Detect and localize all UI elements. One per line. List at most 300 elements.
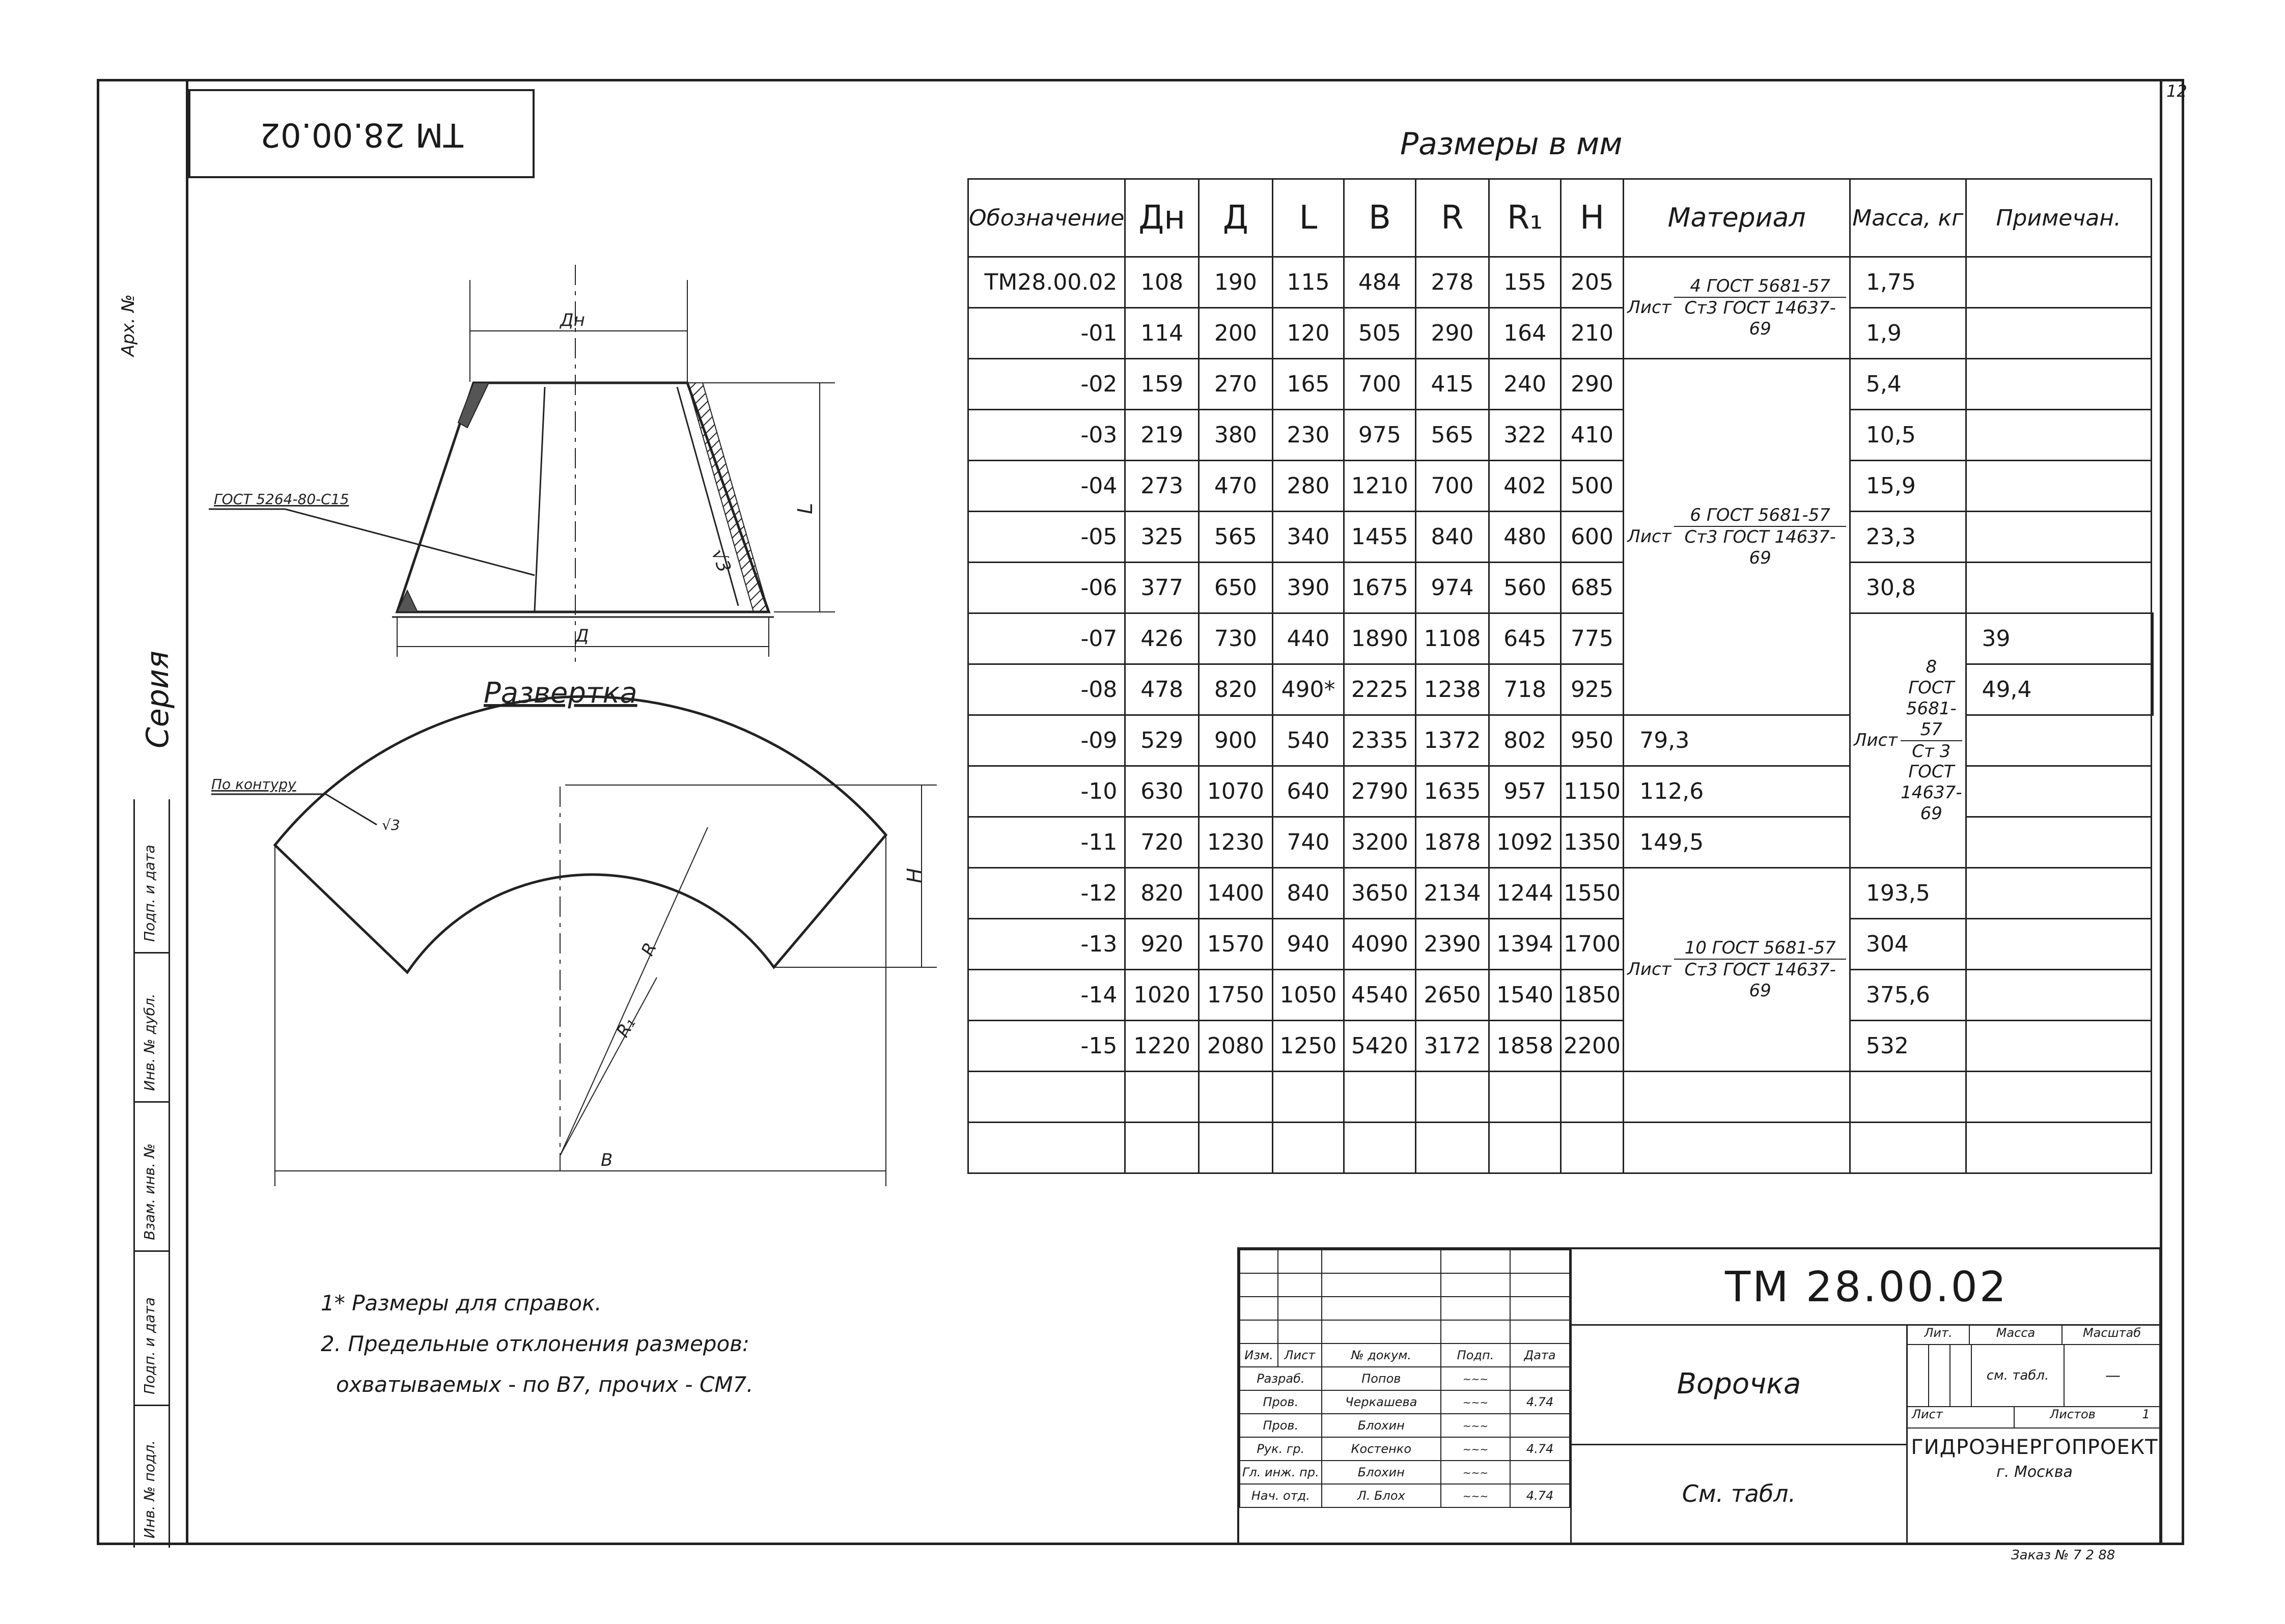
cell-d: 900	[1199, 715, 1273, 766]
col-header-dn: Дн	[1125, 179, 1199, 257]
cell-r1: 1540	[1489, 970, 1561, 1021]
cell-r: 1238	[1415, 664, 1489, 715]
tb-blank-cell	[1240, 1320, 1278, 1343]
tb-role: Гл. инж. пр.	[1240, 1461, 1322, 1484]
cell-l: 740	[1272, 817, 1344, 868]
tb-blank-cell	[1441, 1273, 1510, 1297]
cell-b: 5420	[1344, 1021, 1415, 1072]
lit-label: Лит.	[1908, 1326, 1970, 1344]
col-header-material: Материал	[1624, 179, 1850, 257]
cell-d: 565	[1199, 512, 1273, 563]
cell-note	[1966, 359, 2151, 410]
cell-r: 290	[1415, 308, 1489, 359]
cell-h: 410	[1561, 410, 1623, 461]
cell-r1: 164	[1489, 308, 1561, 359]
cell-h: 1700	[1561, 919, 1623, 970]
tb-blank-cell	[1240, 1273, 1278, 1297]
cell-h: 500	[1561, 461, 1623, 512]
cell-r1: 480	[1489, 512, 1561, 563]
development-shape	[275, 696, 886, 972]
radius-r1-line	[560, 977, 657, 1156]
cell-des: -15	[968, 1021, 1125, 1072]
cell-h: 1350	[1561, 817, 1623, 868]
cell-mass: 1,9	[1850, 308, 1966, 359]
title-block-code: ТМ 28.00.02	[1724, 1263, 2009, 1311]
cell-dn: 1220	[1125, 1021, 1199, 1072]
cell-note	[1966, 715, 2151, 766]
cell-empty	[1850, 1072, 1966, 1123]
tb-date: 4.74	[1510, 1390, 1570, 1414]
cell-dn: 478	[1125, 664, 1199, 715]
material-top: 8 ГОСТ 5681-57	[1901, 657, 1962, 741]
tb-blank-cell	[1510, 1250, 1570, 1273]
cell-note	[1966, 410, 2151, 461]
material-prefix: Лист	[1627, 959, 1671, 980]
tb-date: 4.74	[1510, 1437, 1570, 1461]
cell-empty	[1272, 1123, 1344, 1173]
org-city: г. Москва	[1996, 1463, 2073, 1481]
cell-d: 270	[1199, 359, 1273, 410]
cell-r: 974	[1415, 563, 1489, 613]
series-label: Серия	[140, 651, 176, 748]
table-row	[968, 715, 2153, 766]
cell-dn: 630	[1125, 766, 1199, 817]
cell-note	[1966, 817, 2151, 868]
cell-h: 205	[1561, 257, 1623, 308]
cell-b: 3200	[1344, 817, 1415, 868]
cell-d: 1400	[1199, 868, 1273, 919]
tb-blank-cell	[1240, 1250, 1278, 1273]
arch-no-label: Арх. №	[118, 294, 138, 356]
table-row-empty	[968, 1123, 2153, 1173]
cell-b: 1890	[1344, 613, 1415, 664]
cell-r1: 1858	[1489, 1021, 1561, 1072]
cell-empty	[1624, 1072, 1850, 1123]
dim-r1-text: R₁	[612, 1014, 640, 1041]
cell-b: 484	[1344, 257, 1415, 308]
margin-cell-3: Взам. инв. №	[141, 1143, 158, 1240]
note-3: охватываемых - по В7, прочих - СМ7.	[336, 1372, 754, 1397]
cell-h: 290	[1561, 359, 1623, 410]
material-prefix: Лист	[1627, 297, 1671, 318]
mass-value: см. табл.	[1972, 1345, 2065, 1406]
cell-mass: 1,75	[1850, 257, 1966, 308]
table-row	[968, 868, 2153, 919]
material-prefix: Лист	[1853, 730, 1898, 751]
tb-blank-cell	[1240, 1297, 1278, 1320]
tb-person: Черкашева	[1322, 1390, 1441, 1414]
material-bottom: Ст3 ГОСТ 14637-69	[1684, 960, 1836, 1001]
cell-empty	[1125, 1072, 1199, 1123]
cell-r1: 802	[1489, 715, 1561, 766]
razvertka-title: Развертка	[484, 677, 637, 710]
cell-dn: 529	[1125, 715, 1199, 766]
cell-b: 4540	[1344, 970, 1415, 1021]
margin-cell-4: Подп. и дата	[141, 1297, 158, 1394]
cell-r: 840	[1415, 512, 1489, 563]
table-row	[968, 461, 2153, 512]
material-bottom: Ст3 ГОСТ 14637-69	[1684, 298, 1836, 339]
cell-empty	[1561, 1123, 1623, 1173]
tb-blank-cell	[1441, 1320, 1510, 1343]
cell-empty	[1272, 1072, 1344, 1123]
tb-sign-row	[1240, 1437, 1570, 1461]
cell-des: -04	[968, 461, 1125, 512]
table-row	[968, 664, 2153, 715]
cell-dn: 159	[1125, 359, 1199, 410]
tb-role: Пров.	[1240, 1390, 1322, 1414]
cell-d: 380	[1199, 410, 1273, 461]
cell-material	[1624, 359, 1850, 715]
cell-empty	[1125, 1123, 1199, 1173]
col-header-note: Примечан.	[1966, 179, 2151, 257]
tb-person: Костенко	[1322, 1437, 1441, 1461]
note-2: 2. Предельные отклонения размеров:	[321, 1331, 750, 1356]
tb-role: Пров.	[1240, 1414, 1322, 1437]
tb-signature: ~~~	[1441, 1390, 1510, 1414]
cell-d: 730	[1199, 613, 1273, 664]
cell-l: 490*	[1272, 664, 1344, 715]
cell-r1: 322	[1489, 410, 1561, 461]
cell-mass: 375,6	[1850, 970, 1966, 1021]
dim-h-text: H	[903, 867, 927, 883]
cell-empty	[1415, 1072, 1489, 1123]
cell-note	[1966, 1021, 2151, 1072]
cell-l: 230	[1272, 410, 1344, 461]
cell-h: 210	[1561, 308, 1623, 359]
cell-des: -13	[968, 919, 1125, 970]
cell-empty	[968, 1123, 1125, 1173]
table-row	[968, 410, 2153, 461]
cell-empty	[1489, 1123, 1561, 1173]
cell-des: -07	[968, 613, 1125, 664]
drawing-svg	[188, 255, 952, 1222]
cell-dn: 219	[1125, 410, 1199, 461]
cell-des: -08	[968, 664, 1125, 715]
cell-dn: 114	[1125, 308, 1199, 359]
dimensions-table	[967, 178, 2154, 1174]
material-bottom: Ст 3 ГОСТ 14637-69	[1901, 741, 1962, 824]
table-caption: Размеры в мм	[1400, 126, 1623, 162]
cell-h: 775	[1561, 613, 1623, 664]
sheet-label: Лист	[1908, 1407, 2015, 1427]
tb-date: 4.74	[1510, 1484, 1570, 1507]
cell-d: 190	[1199, 257, 1273, 308]
title-block-material: См. табл.	[1682, 1480, 1796, 1507]
cell-empty	[1199, 1072, 1273, 1123]
weld-label: ГОСТ 5264-80-С15	[214, 491, 349, 508]
cell-r1: 645	[1489, 613, 1561, 664]
cell-r1: 155	[1489, 257, 1561, 308]
cell-b: 3650	[1344, 868, 1415, 919]
margin-cell-1: Подп. и дата	[141, 845, 158, 942]
cell-l: 340	[1272, 512, 1344, 563]
table-header-row	[968, 179, 2153, 257]
dim-l-text: L	[794, 502, 817, 514]
cell-b: 2335	[1344, 715, 1415, 766]
tb-blank-cell	[1322, 1297, 1441, 1320]
cell-r1: 1092	[1489, 817, 1561, 868]
cell-note	[1966, 461, 2151, 512]
cell-mass: 5,4	[1850, 359, 1966, 410]
sheet-number: 12	[2166, 81, 2187, 101]
cell-des: -06	[968, 563, 1125, 613]
tb-blank-row	[1240, 1320, 1570, 1343]
cell-r: 2134	[1415, 868, 1489, 919]
mass-label: Масса	[1970, 1326, 2063, 1344]
tb-sign-row	[1240, 1367, 1570, 1390]
bottom-stamp: Заказ № 7 2 88	[2011, 1548, 2115, 1563]
col-header-d: Д	[1199, 179, 1273, 257]
note-1: 1* Размеры для справок.	[321, 1291, 602, 1315]
cell-b: 700	[1344, 359, 1415, 410]
tb-date	[1510, 1414, 1570, 1437]
tb-sign-row	[1240, 1390, 1570, 1414]
cell-mass: 15,9	[1850, 461, 1966, 512]
stamp-code-rotated: ТМ 28.00.02	[260, 116, 463, 153]
material-top: 6 ГОСТ 5681-57	[1674, 505, 1846, 527]
cell-b: 2790	[1344, 766, 1415, 817]
cell-r: 2390	[1415, 919, 1489, 970]
cell-note	[1966, 868, 2151, 919]
cell-d: 650	[1199, 563, 1273, 613]
cell-dn: 377	[1125, 563, 1199, 613]
cell-empty	[1966, 1123, 2151, 1173]
cell-l: 1050	[1272, 970, 1344, 1021]
cell-l: 940	[1272, 919, 1344, 970]
cell-note	[1966, 970, 2151, 1021]
col-header-mass: Масса, кг	[1850, 179, 1966, 257]
cell-dn: 820	[1125, 868, 1199, 919]
cell-des: -03	[968, 410, 1125, 461]
tb-signature: ~~~	[1441, 1484, 1510, 1507]
title-block-grid	[1239, 1249, 1570, 1508]
tb-blank-cell	[1278, 1320, 1322, 1343]
cell-note	[1966, 257, 2151, 308]
tb-person: Попов	[1322, 1367, 1441, 1390]
cell-d: 1570	[1199, 919, 1273, 970]
cell-r1: 1394	[1489, 919, 1561, 970]
cell-l: 1250	[1272, 1021, 1344, 1072]
col-header-r: R	[1415, 179, 1489, 257]
table-row	[968, 613, 2153, 664]
cell-l: 115	[1272, 257, 1344, 308]
contour-label: По контуру	[211, 776, 296, 793]
sheets-value: 1	[2142, 1407, 2150, 1421]
table-row-empty	[968, 1072, 2153, 1123]
cell-dn: 1020	[1125, 970, 1199, 1021]
cell-r: 415	[1415, 359, 1489, 410]
tb-signature: ~~~	[1441, 1414, 1510, 1437]
cell-des: -09	[968, 715, 1125, 766]
cell-empty	[1344, 1072, 1415, 1123]
cell-b: 505	[1344, 308, 1415, 359]
cell-note	[1966, 919, 2151, 970]
cell-l: 640	[1272, 766, 1344, 817]
cell-empty	[1415, 1123, 1489, 1173]
tb-person: Блохин	[1322, 1414, 1441, 1437]
tb-blank-row	[1240, 1273, 1570, 1297]
cell-h: 1550	[1561, 868, 1623, 919]
dim-r-text: R	[637, 939, 661, 959]
cell-empty	[1199, 1123, 1273, 1173]
cell-material	[1624, 868, 1850, 1072]
cell-l: 540	[1272, 715, 1344, 766]
cell-mass: 79,3	[1624, 715, 1850, 766]
cell-empty	[1561, 1072, 1623, 1123]
cell-mass: 532	[1850, 1021, 1966, 1072]
material-bottom: Ст3 ГОСТ 14637-69	[1684, 527, 1836, 568]
roughness-mark: √3	[707, 546, 735, 576]
tb-person: Л. Блох	[1322, 1484, 1441, 1507]
tb-blank-cell	[1322, 1273, 1441, 1297]
cell-r1: 1244	[1489, 868, 1561, 919]
tb-col-header: Дата	[1510, 1343, 1570, 1367]
cell-des: ТМ28.00.02	[968, 257, 1125, 308]
tb-signature: ~~~	[1441, 1367, 1510, 1390]
tb-blank-row	[1240, 1250, 1570, 1273]
tb-blank-cell	[1322, 1250, 1441, 1273]
cell-d: 1750	[1199, 970, 1273, 1021]
margin-cell-2: Инв. № дубл.	[141, 993, 158, 1091]
cell-material	[1624, 257, 1850, 359]
tb-blank-cell	[1278, 1297, 1322, 1320]
stamp-box	[188, 89, 535, 178]
cell-mass: 193,5	[1850, 868, 1966, 919]
tb-role: Разраб.	[1240, 1367, 1322, 1390]
title-block: Изм. Лист № докум. Подп. Дата Разраб. Попов ~~~ Пров. Черкашева ~~~ 4.74 Пров. Блохин ~~~ Рук. гр. Костенко ~~~ 4.74 Гл. инж. пр. Блохин ~~~ Нач. отд. Л. Блох ~~~ 4.74 ТМ 28.00.02 Ворочка См. табл. Лит. Масса Масштаб см. табл. — Лист Листов 1 ГИДРОЭНЕРГОПРОЕКТ г. Москва	[1237, 1247, 2161, 1545]
cell-r1: 560	[1489, 563, 1561, 613]
cell-des: -12	[968, 868, 1125, 919]
tb-blank-cell	[1510, 1273, 1570, 1297]
cell-des: -01	[968, 308, 1125, 359]
radius-r-line	[560, 827, 708, 1156]
cell-r1: 718	[1489, 664, 1561, 715]
cell-empty	[1850, 1123, 1966, 1173]
tb-col-header: Лист	[1278, 1343, 1322, 1367]
margin-cell-5: Инв. № подл.	[141, 1440, 158, 1538]
cell-empty	[1966, 1072, 2151, 1123]
col-header-r1: R₁	[1489, 179, 1561, 257]
cell-note	[1966, 308, 2151, 359]
cell-l: 120	[1272, 308, 1344, 359]
cell-dn: 426	[1125, 613, 1199, 664]
table-row	[968, 359, 2153, 410]
tb-blank-cell	[1441, 1297, 1510, 1320]
cell-b: 1210	[1344, 461, 1415, 512]
cell-d: 1070	[1199, 766, 1273, 817]
cell-dn: 325	[1125, 512, 1199, 563]
cell-r: 3172	[1415, 1021, 1489, 1072]
cell-b: 2225	[1344, 664, 1415, 715]
tb-sign-row	[1240, 1484, 1570, 1507]
cell-dn: 720	[1125, 817, 1199, 868]
table-row	[968, 919, 2153, 970]
cell-r1: 402	[1489, 461, 1561, 512]
tb-date	[1510, 1367, 1570, 1390]
tb-blank-row	[1240, 1297, 1570, 1320]
dim-b-text: В	[601, 1150, 613, 1170]
cell-d: 470	[1199, 461, 1273, 512]
cell-h: 2200	[1561, 1021, 1623, 1072]
tb-blank-cell	[1278, 1273, 1322, 1297]
tb-sign-row	[1240, 1461, 1570, 1484]
cell-l: 390	[1272, 563, 1344, 613]
cell-des: -10	[968, 766, 1125, 817]
cell-note	[2152, 664, 2153, 715]
cell-r: 1635	[1415, 766, 1489, 817]
cell-d: 2080	[1199, 1021, 1273, 1072]
tb-blank-cell	[1322, 1320, 1441, 1343]
cell-note	[1966, 766, 2151, 817]
tb-blank-cell	[1510, 1297, 1570, 1320]
cell-l: 840	[1272, 868, 1344, 919]
cell-b: 4090	[1344, 919, 1415, 970]
cell-r1: 957	[1489, 766, 1561, 817]
tb-person: Блохин	[1322, 1461, 1441, 1484]
cell-des: -02	[968, 359, 1125, 410]
cell-mass: 10,5	[1850, 410, 1966, 461]
scale-label: Масштаб	[2082, 1326, 2141, 1340]
cell-mass: 304	[1850, 919, 1966, 970]
cell-h: 685	[1561, 563, 1623, 613]
cell-note	[2152, 613, 2153, 664]
material-top: 10 ГОСТ 5681-57	[1674, 938, 1846, 960]
cell-des: -11	[968, 817, 1125, 868]
cell-d: 1230	[1199, 817, 1273, 868]
margin-cells	[133, 799, 170, 1548]
col-header-h: Н	[1561, 179, 1623, 257]
cell-l: 280	[1272, 461, 1344, 512]
cell-mass: 149,5	[1624, 817, 1850, 868]
tb-blank-cell	[1510, 1320, 1570, 1343]
col-header-b: В	[1344, 179, 1415, 257]
cell-r: 2650	[1415, 970, 1489, 1021]
material-top: 4 ГОСТ 5681-57	[1674, 276, 1846, 298]
cell-l: 165	[1272, 359, 1344, 410]
tb-sign-row	[1240, 1414, 1570, 1437]
table-row	[968, 817, 2153, 868]
cell-des: -14	[968, 970, 1125, 1021]
cell-r: 1108	[1415, 613, 1489, 664]
cell-dn: 108	[1125, 257, 1199, 308]
col-header-l: L	[1272, 179, 1344, 257]
tb-blank-cell	[1441, 1250, 1510, 1273]
table-row	[968, 512, 2153, 563]
cell-note	[1966, 563, 2151, 613]
tb-header-row	[1240, 1343, 1570, 1367]
table-row	[968, 257, 2153, 308]
cell-dn: 920	[1125, 919, 1199, 970]
cell-r: 278	[1415, 257, 1489, 308]
cell-material	[1850, 613, 1966, 868]
title-block-name: Ворочка	[1677, 1367, 1801, 1401]
col-header-designation: Обозначение	[968, 179, 1125, 257]
cell-h: 1150	[1561, 766, 1623, 817]
cell-b: 975	[1344, 410, 1415, 461]
cell-h: 950	[1561, 715, 1623, 766]
tb-blank-cell	[1278, 1250, 1322, 1273]
tb-role: Рук. гр.	[1240, 1437, 1322, 1461]
cell-l: 440	[1272, 613, 1344, 664]
tb-signature: ~~~	[1441, 1437, 1510, 1461]
tb-role: Нач. отд.	[1240, 1484, 1322, 1507]
dim-dn-text: Дн	[560, 310, 585, 330]
table-row	[968, 970, 2153, 1021]
cell-empty	[1624, 1123, 1850, 1173]
cell-mass: 23,3	[1850, 512, 1966, 563]
table-row	[968, 766, 2153, 817]
